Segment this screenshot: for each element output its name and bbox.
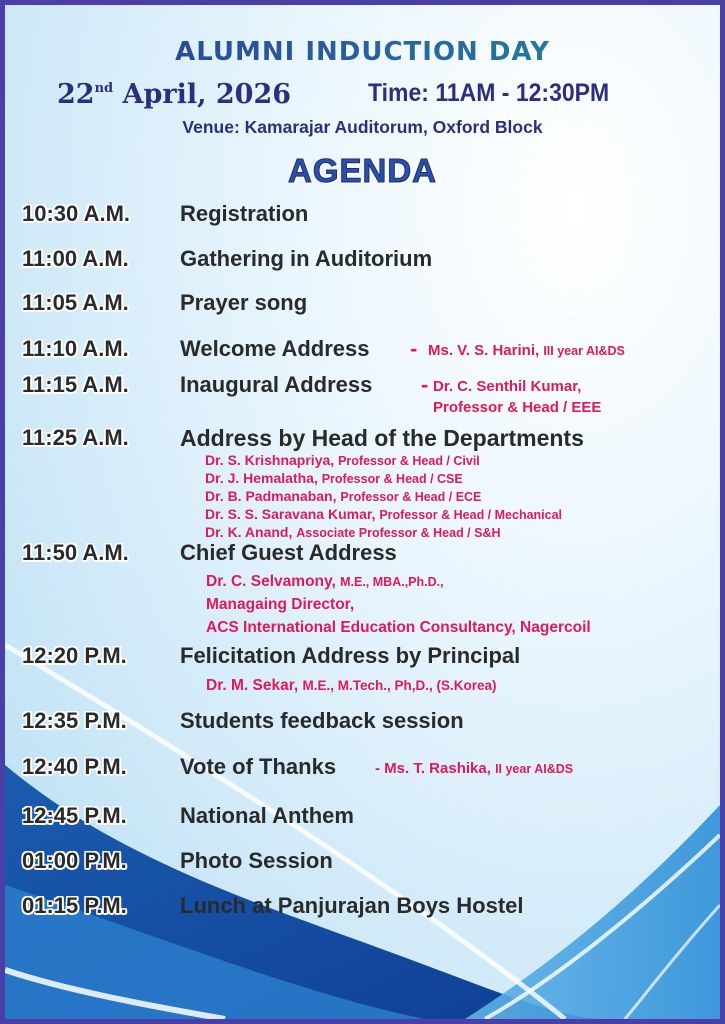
agenda-event: Inaugural Address xyxy=(180,372,373,397)
agenda-event: Students feedback session xyxy=(180,708,464,733)
hod-role: Associate Professor & Head / S&H xyxy=(296,526,501,540)
poster xyxy=(5,5,720,1019)
hod-role: Professor & Head / Civil xyxy=(338,454,480,468)
speaker-name: Dr. M. Sekar, xyxy=(206,677,299,694)
speaker-title: Managaing Director, xyxy=(206,596,355,613)
hod-role: Professor & Head / CSE xyxy=(321,472,463,486)
speaker-detail: M.E., M.Tech., Ph,D., (S.Korea) xyxy=(302,678,497,693)
hod-name: Dr. J. Hemalatha, xyxy=(205,470,318,486)
speaker-org: ACS International Education Consultancy, Nagercoil xyxy=(206,619,591,636)
speaker-role: Professor & Head / EEE xyxy=(433,399,602,416)
agenda-event: Lunch at Panjurajan Boys Hostel xyxy=(180,893,524,918)
hod-item xyxy=(205,524,501,540)
hod-name: Dr. S. Krishnapriya, xyxy=(205,452,335,468)
agenda-event: Registration xyxy=(180,201,309,226)
hod-name: Dr. S. S. Saravana Kumar, xyxy=(205,506,376,522)
speaker xyxy=(375,760,573,777)
separator: - xyxy=(421,372,429,397)
speaker xyxy=(428,342,625,359)
event-title: ALUMNI INDUCTION DAY xyxy=(5,37,720,67)
date-day: 22 xyxy=(57,79,95,110)
agenda-time: 12:20 P.M. xyxy=(22,643,127,668)
speaker-detail: III year AI&DS xyxy=(543,344,625,358)
agenda-event: Address by Head of the Departments xyxy=(180,425,584,451)
agenda-time: 11:25 A.M. xyxy=(22,425,129,450)
agenda-event: Felicitation Address by Principal xyxy=(180,643,521,668)
speaker-name: Ms. T. Rashika, xyxy=(384,760,491,777)
separator: - xyxy=(375,760,380,777)
speaker xyxy=(206,677,497,695)
agenda-time: 11:05 A.M. xyxy=(22,290,129,315)
speaker-name: Dr. C. Selvamony, xyxy=(206,573,336,590)
speaker-detail: M.E., MBA.,Ph.D., xyxy=(340,575,444,589)
speaker xyxy=(206,573,444,591)
speaker-detail: II year AI&DS xyxy=(495,762,574,776)
speaker-name: Dr. C. Senthil Kumar, xyxy=(433,378,582,395)
hod-role: Professor & Head / ECE xyxy=(340,490,482,504)
agenda-time: 01:00 P.M. xyxy=(22,848,127,873)
agenda-time: 11:15 A.M. xyxy=(22,372,129,397)
event-time: Time: 11AM - 12:30PM xyxy=(368,79,610,107)
agenda-time: 11:50 A.M. xyxy=(22,540,129,565)
agenda-time: 11:10 A.M. xyxy=(22,336,129,361)
date-suffix: nd xyxy=(94,81,114,96)
agenda-event: Prayer song xyxy=(180,290,308,315)
agenda-event: Welcome Address xyxy=(180,336,370,361)
agenda-heading: AGENDA xyxy=(287,152,437,189)
agenda-time: 11:00 A.M. xyxy=(22,246,129,271)
event-date xyxy=(57,79,291,110)
agenda-event: Vote of Thanks xyxy=(180,754,337,779)
hod-item xyxy=(205,470,463,486)
agenda-event: Photo Session xyxy=(180,848,333,873)
separator: - xyxy=(410,336,418,361)
hod-item xyxy=(205,506,562,522)
hod-name: Dr. B. Padmanaban, xyxy=(205,488,337,504)
agenda-time: 12:40 P.M. xyxy=(22,754,127,779)
event-venue: Venue: Kamarajar Auditorum, Oxford Block xyxy=(182,117,543,137)
hod-item xyxy=(205,488,481,504)
hod-role: Professor & Head / Mechanical xyxy=(379,508,563,522)
agenda-event: Gathering in Auditorium xyxy=(180,246,433,271)
agenda-event: Chief Guest Address xyxy=(180,540,397,565)
agenda-time: 12:45 P.M. xyxy=(22,803,127,828)
speaker-name: Ms. V. S. Harini, xyxy=(428,342,540,359)
hod-name: Dr. K. Anand, xyxy=(205,524,293,540)
date-rest: April, 2026 xyxy=(122,79,292,110)
agenda-time: 12:35 P.M. xyxy=(22,708,127,733)
hod-item xyxy=(205,452,480,468)
agenda-time: 01:15 P.M. xyxy=(22,893,127,918)
agenda-event: National Anthem xyxy=(180,803,354,828)
agenda-time: 10:30 A.M. xyxy=(22,201,131,226)
